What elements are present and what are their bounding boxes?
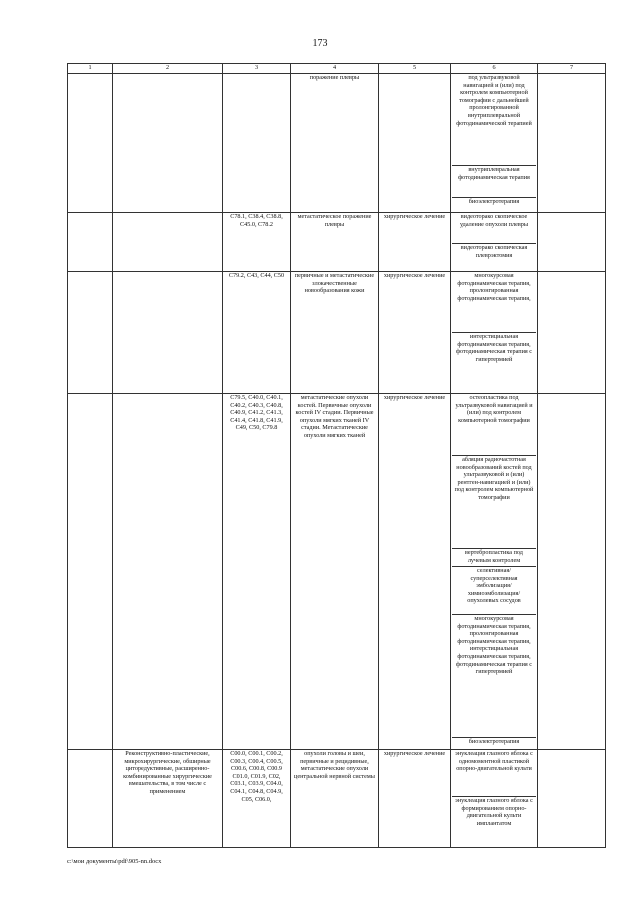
cell-col1 [68,213,113,272]
page-number: 173 [312,38,328,49]
table-row [68,394,606,750]
cell-col4: опухоли головы и шеи, первичные и рецидивные, метастатические опухоли центральной нервной системы [291,750,379,848]
cell-col4: первичные и метастатические злокачественные новообразования кожи [291,272,379,394]
header-cell: 7 [538,64,606,74]
cell-col5 [379,74,451,213]
cell-col7 [538,272,606,394]
method-item: многокурсовая фотодинамическая терапия, пролонгированная фотодинамическая терапия, [457,272,531,302]
cell-col2 [113,272,223,394]
method-item: видеоторако скопическое удаление опухоли плевры [459,213,529,228]
cell-col5: хирургическое лечение [379,750,451,848]
cell-col4: метастатическое поражение плевры [291,213,379,272]
method-item: внутриплевральная фотодинамическая терапия [452,165,536,197]
cell-col6 [451,213,538,272]
header-cell: 6 [451,64,538,74]
cell-col7 [538,213,606,272]
method-item: биоэлектротерапия [452,737,536,746]
cell-col1 [68,750,113,848]
cell-col4: поражение плевры [291,74,379,213]
method-item: абляция радиочастотная новообразований костей под ультразвуковой и (или) рентген-навигацией и (или) под контролем компьютерной томографии [452,455,536,548]
method-item: вертебропластика под лучевым контролем [452,548,536,566]
cell-col4: метастатические опухоли костей. Первичные опухоли костей IV стадии. Первичные опухоли мягких тканей IV стадии. Метастатические опухоли мягких тканей [291,394,379,750]
cell-col3: C79.2, C43, C44, C50 [223,272,291,394]
method-item: интерстициальная фотодинамическая терапия, фотодинамическая терапия с гипертермией [452,332,536,363]
cell-col2 [113,74,223,213]
method-item: энуклеация глазного яблока с формированием опорно-двигательной культи имплантатом [452,796,536,827]
method-item: селективная/ суперселективная эмболизация/ химиоэмболизация/ опухолевых сосудов [452,566,536,614]
header-cell: 4 [291,64,379,74]
table-row [68,74,606,213]
header-cell: 3 [223,64,291,74]
table-row [68,213,606,272]
method-item: остеопластика под ультразвуковой навигацией и (или) под контролем компьютерной томографии [455,394,533,424]
cell-col7 [538,750,606,848]
cell-col2: Реконструктивно-пластические, микрохирургические, обширные циторедуктивные, расширенно-комбинированные хирургические вмешательства, в том числе с применением [113,750,223,848]
services-table [67,63,606,848]
header-cell: 2 [113,64,223,74]
cell-col5: хирургическое лечение [379,272,451,394]
cell-col5: хирургическое лечение [379,394,451,750]
cell-col3 [223,74,291,213]
cell-col7 [538,74,606,213]
cell-col6 [451,750,538,848]
table-row [68,272,606,394]
cell-col1 [68,394,113,750]
cell-col5: хирургическое лечение [379,213,451,272]
header-cell: 1 [68,64,113,74]
header-row [68,64,606,74]
file-path-footer: c:\мои документы\pdf\905-nn.docx [67,858,162,865]
method-item: многокурсовая фотодинамическая терапия, пролонгированная фотодинамическая терапия, интерстициальная фотодинамическая терапия, фотодинамическая терапия с гипертермией [452,614,536,737]
method-item: под ультразвуковой навигацией и (или) под контролем компьютерной томографии с дальнейшей пролонгированной внутриплевральной фотодинамической терапией [456,74,532,127]
cell-col6 [451,74,538,213]
cell-col1 [68,74,113,213]
cell-col1 [68,272,113,394]
header-cell: 5 [379,64,451,74]
cell-col2 [113,213,223,272]
method-item: видеоторако скопическая плеврэктомия [452,243,536,259]
cell-col3: C00.0, C00.1, C00.2, C00.3, C00.4, C00.5, C00.6, C00.8, C00.9 C01.0, C01.9, C02, C03.1, C03.9, C04.0, C04.1, C04.8, C04.9, C05, C06.0, [223,750,291,848]
method-item: биоэлектротерапия [452,197,536,206]
cell-col6 [451,272,538,394]
cell-col2 [113,394,223,750]
method-item: энуклеация глазного яблока с одномоментной пластикой опорно-двигательной культи [455,750,533,773]
cell-col3: C79.5, C40.0, C40.1, C40.2, C40.3, C40.8, C40.9, C41.2, C41.3, C41.4, C41.8, C41.9, C49, C50, C79.8 [223,394,291,750]
cell-col6 [451,394,538,750]
table-row [68,750,606,848]
cell-col3: C78.1, C38.4, C38.8, C45.0, C78.2 [223,213,291,272]
cell-col7 [538,394,606,750]
